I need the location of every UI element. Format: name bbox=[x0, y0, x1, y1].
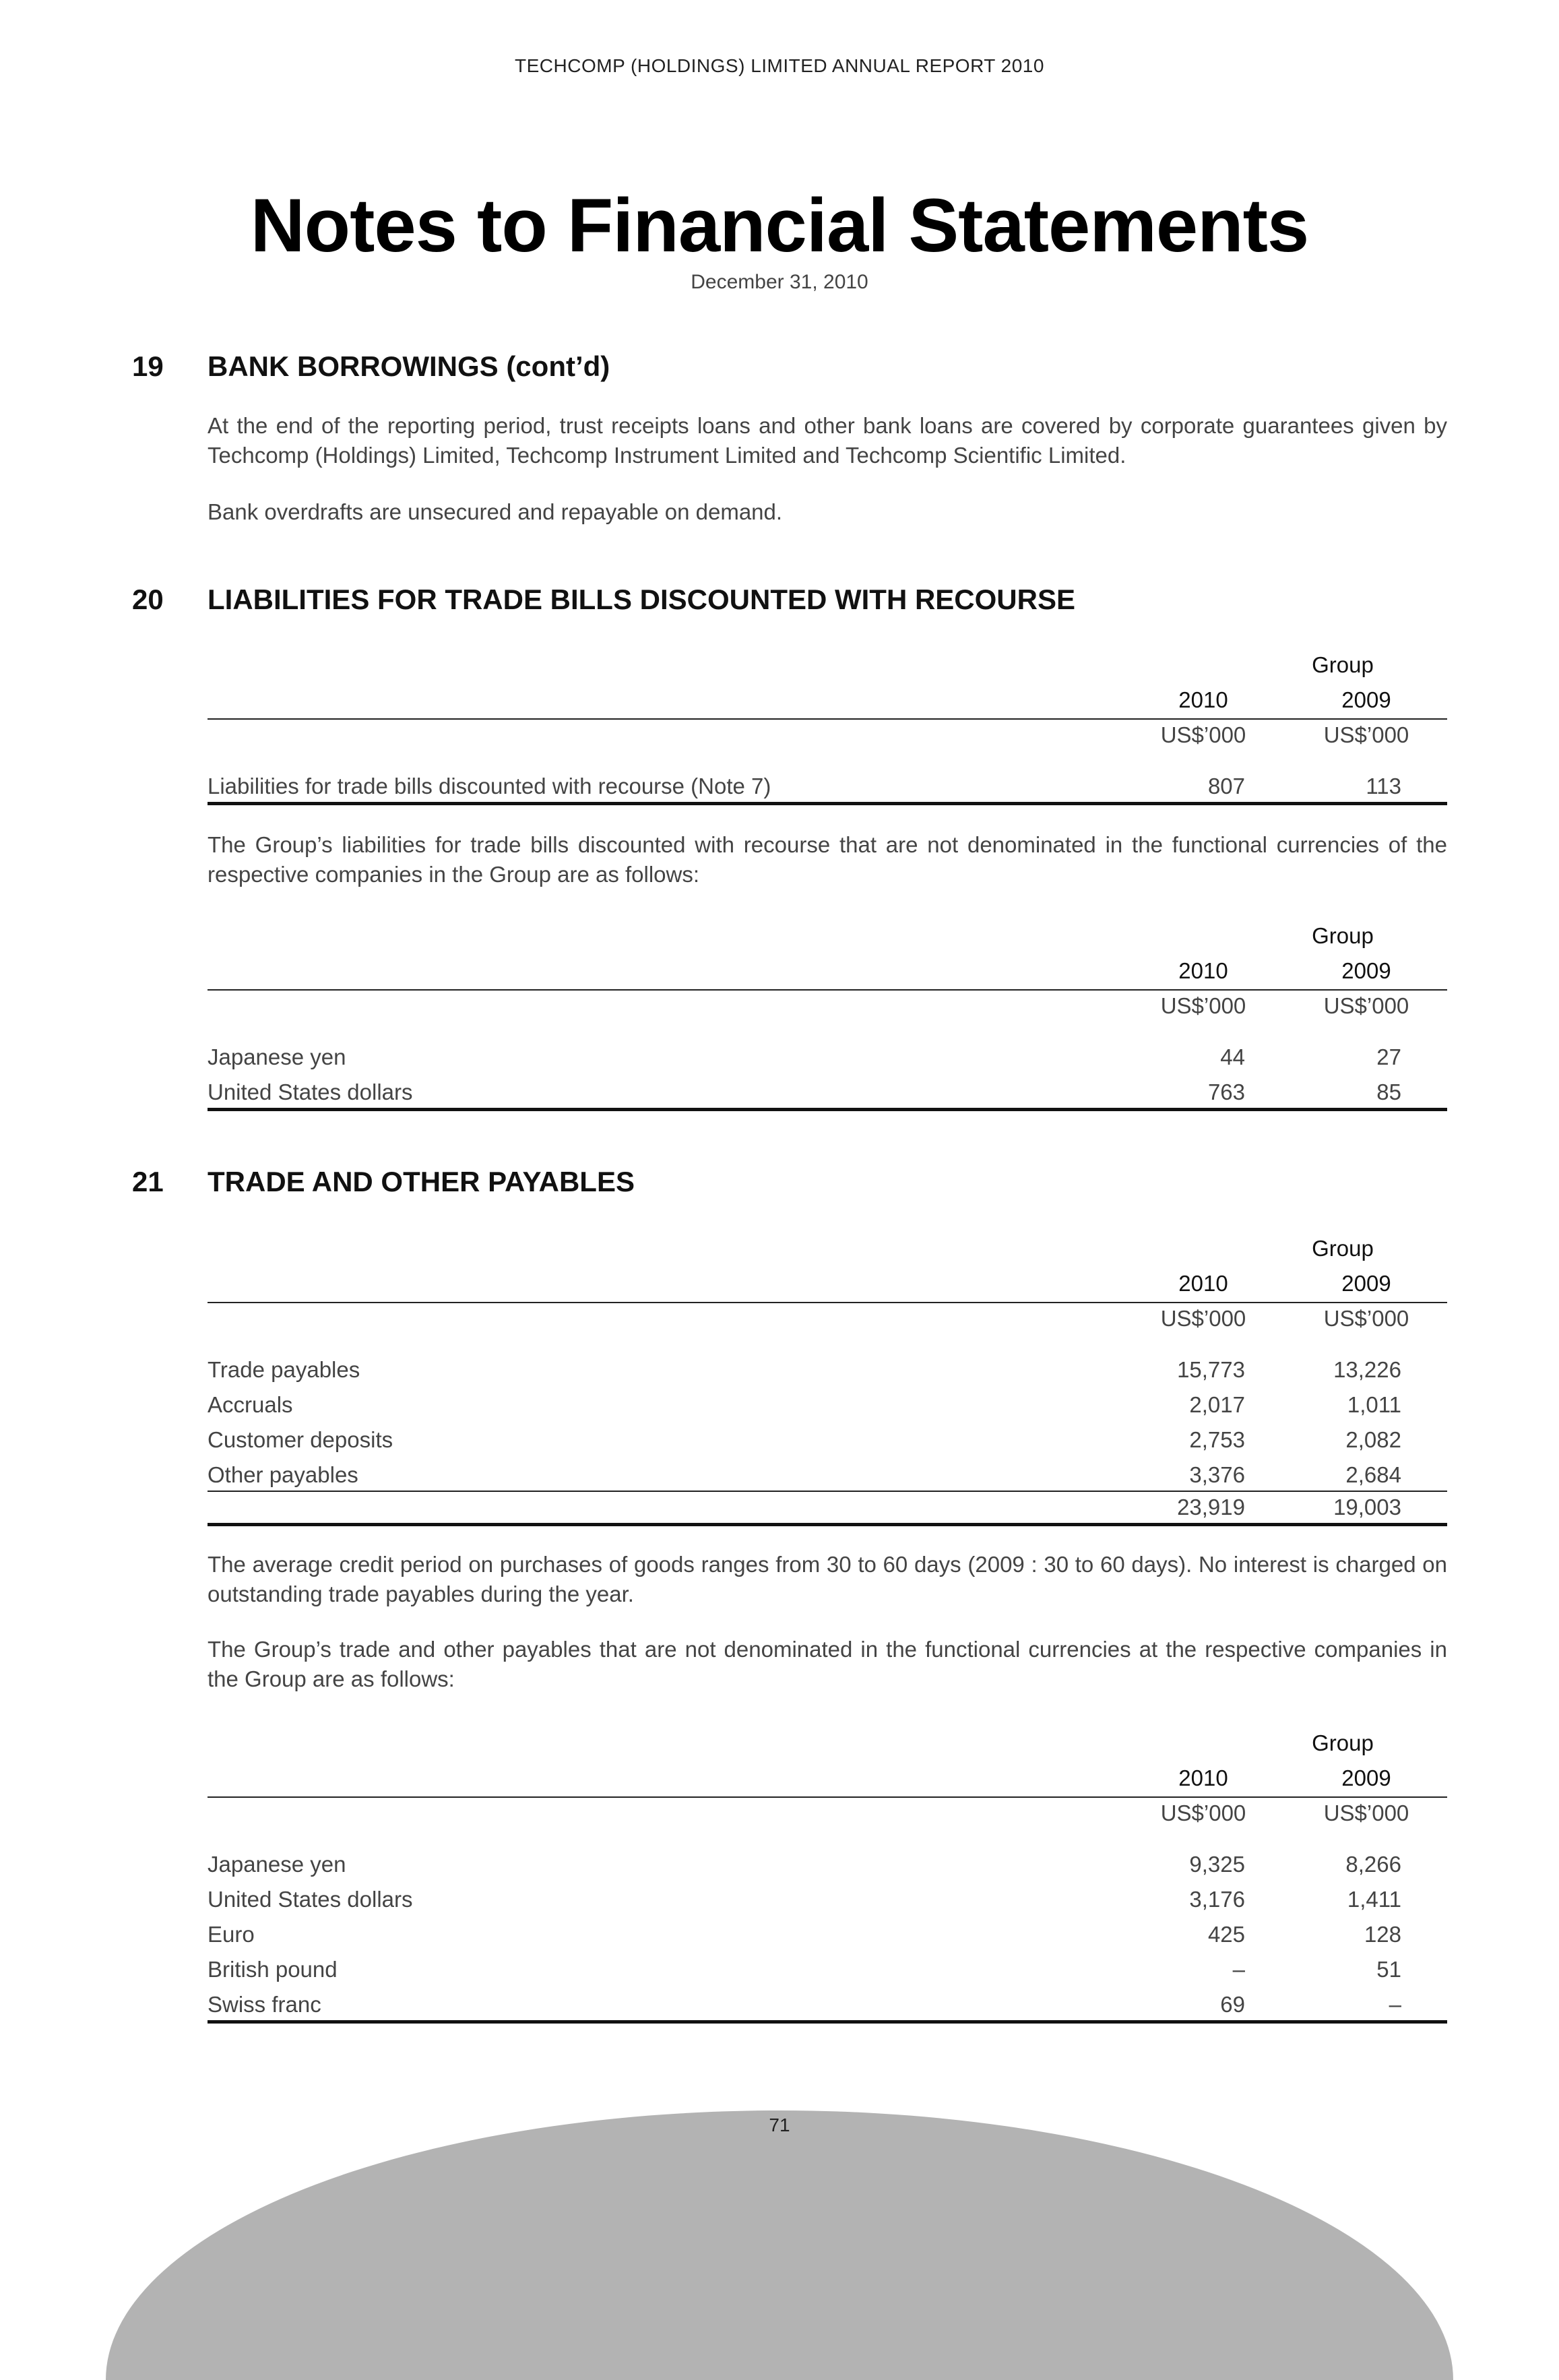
unit-label-2009: US$’000 bbox=[1323, 1800, 1409, 1825]
row-label: Accruals bbox=[208, 1392, 293, 1417]
header-rule bbox=[208, 1796, 1447, 1798]
section-19-title: BANK BORROWINGS (cont’d) bbox=[208, 350, 610, 382]
table-bottom-rule bbox=[208, 1523, 1447, 1526]
unit-label-2010: US$’000 bbox=[1160, 722, 1246, 747]
row-value-2010: 807 bbox=[1207, 774, 1245, 798]
running-header: TECHCOMP (HOLDINGS) LIMITED ANNUAL REPORT 2010 bbox=[515, 55, 1044, 76]
row-value-2010: 15,773 bbox=[1177, 1357, 1245, 1382]
subtotal-rule bbox=[208, 1491, 1447, 1492]
header-rule bbox=[208, 1302, 1447, 1303]
column-year-2009: 2009 bbox=[1341, 1765, 1391, 1790]
column-year-2010: 2010 bbox=[1178, 958, 1228, 983]
row-label: Liabilities for trade bills discounted with recourse (Note 7) bbox=[208, 774, 771, 798]
row-value-2009: 51 bbox=[1376, 1957, 1401, 1982]
table-row bbox=[208, 1427, 1447, 1462]
page-title: Notes to Financial Statements bbox=[250, 183, 1309, 268]
column-group-header: Group bbox=[1312, 1236, 1374, 1261]
row-value-2010: – bbox=[1232, 1957, 1245, 1982]
row-value-2009: 1,011 bbox=[1347, 1392, 1401, 1417]
page-number: 71 bbox=[769, 2115, 790, 2135]
row-value-2010: 2,017 bbox=[1189, 1392, 1245, 1417]
row-value-2009: 27 bbox=[1376, 1044, 1401, 1069]
row-value-2009: – bbox=[1389, 1992, 1401, 2017]
row-value-2010: 2,753 bbox=[1189, 1427, 1245, 1452]
table-row bbox=[208, 1957, 1447, 1992]
row-label: British pound bbox=[208, 1957, 338, 1982]
table-bottom-rule bbox=[208, 2020, 1447, 2024]
unit-label-2009: US$’000 bbox=[1323, 1306, 1409, 1331]
total-value-2009: 19,003 bbox=[1333, 1495, 1401, 1520]
row-value-2009: 128 bbox=[1364, 1922, 1401, 1947]
page-date: December 31, 2010 bbox=[691, 271, 868, 293]
column-year-2009: 2009 bbox=[1341, 958, 1391, 983]
column-group-header: Group bbox=[1312, 1730, 1374, 1755]
table-row bbox=[208, 1044, 1447, 1079]
row-value-2010: 3,176 bbox=[1189, 1887, 1245, 1912]
column-group-header: Group bbox=[1312, 652, 1374, 677]
row-label: United States dollars bbox=[208, 1887, 413, 1912]
row-value-2010: 763 bbox=[1207, 1079, 1245, 1104]
section-20-number: 20 bbox=[132, 584, 164, 615]
row-label: Japanese yen bbox=[208, 1852, 346, 1877]
row-label: Other payables bbox=[208, 1462, 358, 1487]
row-label: United States dollars bbox=[208, 1079, 413, 1104]
row-value-2010: 3,376 bbox=[1189, 1462, 1245, 1487]
row-label: Euro bbox=[208, 1922, 255, 1947]
table-row bbox=[208, 1357, 1447, 1392]
section-20-paragraph-1: The Group’s liabilities for trade bills discounted with recourse that are not denominated in the functional currencies of the respective companies in the Group are as follows: bbox=[208, 832, 1447, 887]
table-row bbox=[208, 1852, 1447, 1887]
column-year-2010: 2010 bbox=[1178, 1271, 1228, 1296]
section-21-paragraph-2: The Group’s trade and other payables that are not denominated in the functional currencies at the respective companies in the Group are as follows: bbox=[208, 1637, 1447, 1691]
row-value-2010: 69 bbox=[1220, 1992, 1245, 2017]
section-19-paragraph-1: At the end of the reporting period, trust receipts loans and other bank loans are covered by corporate guarantees given by Techcomp (Holdings) Limited, Techcomp Instrument Limited and Techcomp Scientific Limited. bbox=[208, 413, 1447, 468]
row-label: Trade payables bbox=[208, 1357, 360, 1382]
table-bottom-rule bbox=[208, 1108, 1447, 1111]
unit-label-2010: US$’000 bbox=[1160, 1306, 1246, 1331]
footer-decorative-shape bbox=[0, 2110, 1559, 2380]
table-row bbox=[208, 1887, 1447, 1922]
row-value-2009: 113 bbox=[1366, 774, 1401, 798]
row-value-2009: 1,411 bbox=[1347, 1887, 1401, 1912]
section-19-paragraph-2: Bank overdrafts are unsecured and repayable on demand. bbox=[208, 499, 783, 524]
row-value-2009: 85 bbox=[1376, 1079, 1401, 1104]
row-value-2009: 2,684 bbox=[1345, 1462, 1401, 1487]
row-label: Swiss franc bbox=[208, 1992, 321, 2017]
unit-label-2010: US$’000 bbox=[1160, 993, 1246, 1018]
table-row bbox=[208, 1922, 1447, 1957]
column-year-2010: 2010 bbox=[1178, 687, 1228, 712]
table-bottom-rule bbox=[208, 802, 1447, 805]
row-value-2010: 9,325 bbox=[1189, 1852, 1245, 1877]
header-rule bbox=[208, 989, 1447, 991]
column-year-2009: 2009 bbox=[1341, 687, 1391, 712]
header-rule bbox=[208, 718, 1447, 720]
row-value-2009: 8,266 bbox=[1345, 1852, 1401, 1877]
column-group-header: Group bbox=[1312, 923, 1374, 948]
table-row bbox=[208, 1462, 1447, 1497]
total-value-2010: 23,919 bbox=[1177, 1495, 1245, 1520]
column-year-2010: 2010 bbox=[1178, 1765, 1228, 1790]
table-row bbox=[208, 1392, 1447, 1427]
unit-label-2009: US$’000 bbox=[1323, 722, 1409, 747]
section-21-title: TRADE AND OTHER PAYABLES bbox=[208, 1166, 635, 1197]
section-20-title: LIABILITIES FOR TRADE BILLS DISCOUNTED WITH RECOURSE bbox=[208, 584, 1075, 615]
column-year-2009: 2009 bbox=[1341, 1271, 1391, 1296]
unit-label-2009: US$’000 bbox=[1323, 993, 1409, 1018]
row-value-2010: 425 bbox=[1207, 1922, 1245, 1947]
row-value-2010: 44 bbox=[1220, 1044, 1245, 1069]
row-label: Customer deposits bbox=[208, 1427, 393, 1452]
section-21-paragraph-1: The average credit period on purchases of goods ranges from 30 to 60 days (2009 : 30 to 60 days). No interest is charged on outstanding trade payables during the year. bbox=[208, 1552, 1447, 1606]
row-value-2009: 13,226 bbox=[1333, 1357, 1401, 1382]
row-label: Japanese yen bbox=[208, 1044, 346, 1069]
section-21-number: 21 bbox=[132, 1166, 164, 1197]
unit-label-2010: US$’000 bbox=[1160, 1800, 1246, 1825]
row-value-2009: 2,082 bbox=[1345, 1427, 1401, 1452]
section-19-number: 19 bbox=[132, 350, 164, 382]
